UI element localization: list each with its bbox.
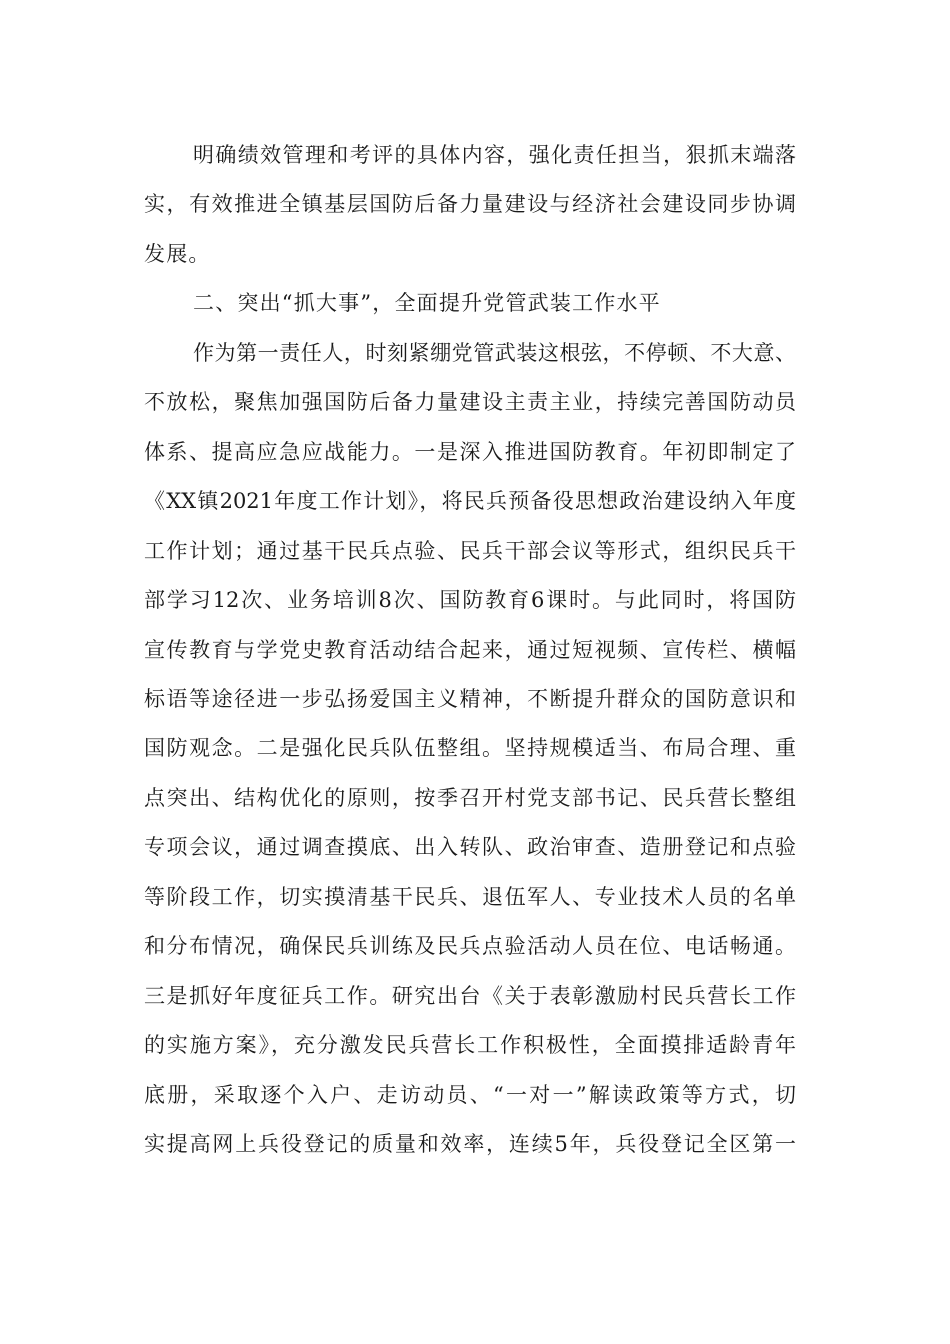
text-line: 宣传教育与学党史教育活动结合起来，通过短视频、宣传栏、横幅 xyxy=(144,637,796,662)
text-line: 实提高网上兵役登记的质量和效率，连续5年，兵役登记全区第一 xyxy=(144,1132,796,1156)
text-line: 实，有效推进全镇基层国防后备力量建设与经济社会建设同步协调 xyxy=(144,192,796,217)
text-line: 国防观念。二是强化民兵队伍整组。坚持规模适当、布局合理、重 xyxy=(144,736,796,761)
text-line: 发展。 xyxy=(144,241,211,266)
text-line: 体系、提高应急应战能力。一是深入推进国防教育。年初即制定了 xyxy=(144,439,796,464)
text-line: 标语等途径进一步弘扬爱国主义精神，不断提升群众的国防意识和 xyxy=(144,686,796,711)
text-line: 专项会议，通过调查摸底、出入转队、政治审查、造册登记和点验 xyxy=(144,835,796,860)
text-line: 点突出、结构优化的原则，按季召开村党支部书记、民兵营长整组 xyxy=(144,785,796,810)
text-line: 不放松，聚焦加强国防后备力量建设主责主业，持续完善国防动员 xyxy=(144,390,796,415)
text-line: 和分布情况，确保民兵训练及民兵点验活动人员在位、电话畅通。 xyxy=(144,934,796,959)
text-line: 明确绩效管理和考评的具体内容，强化责任担当，狠抓末端落 xyxy=(193,143,796,167)
text-line: 的实施方案》，充分激发民兵营长工作积极性，全面摸排适龄青年 xyxy=(144,1033,796,1058)
text-line: 工作计划；通过基干民兵点验、民兵干部会议等形式，组织民兵干 xyxy=(144,538,796,563)
text-line: 部学习12次、业务培训8次、国防教育6课时。与此同时，将国防 xyxy=(144,588,796,613)
heading-text: 二、突出“抓大事”，全面提升党管武装工作水平 xyxy=(193,291,661,316)
text-line: 三是抓好年度征兵工作。研究出台《关于表彰激励村民兵营长工作 xyxy=(144,983,796,1008)
text-line: 作为第一责任人，时刻紧绷党管武装这根弦，不停顿、不大意、 xyxy=(193,340,796,365)
text-line: 底册，采取逐个入户、走访动员、“一对一”解读政策等方式，切 xyxy=(144,1082,796,1107)
text-line: 《XX镇2021年度工作计划》，将民兵预备役思想政治建设纳入年度 xyxy=(144,489,796,514)
text-line: 等阶段工作，切实摸清基干民兵、退伍军人、专业技术人员的名单 xyxy=(144,884,796,909)
